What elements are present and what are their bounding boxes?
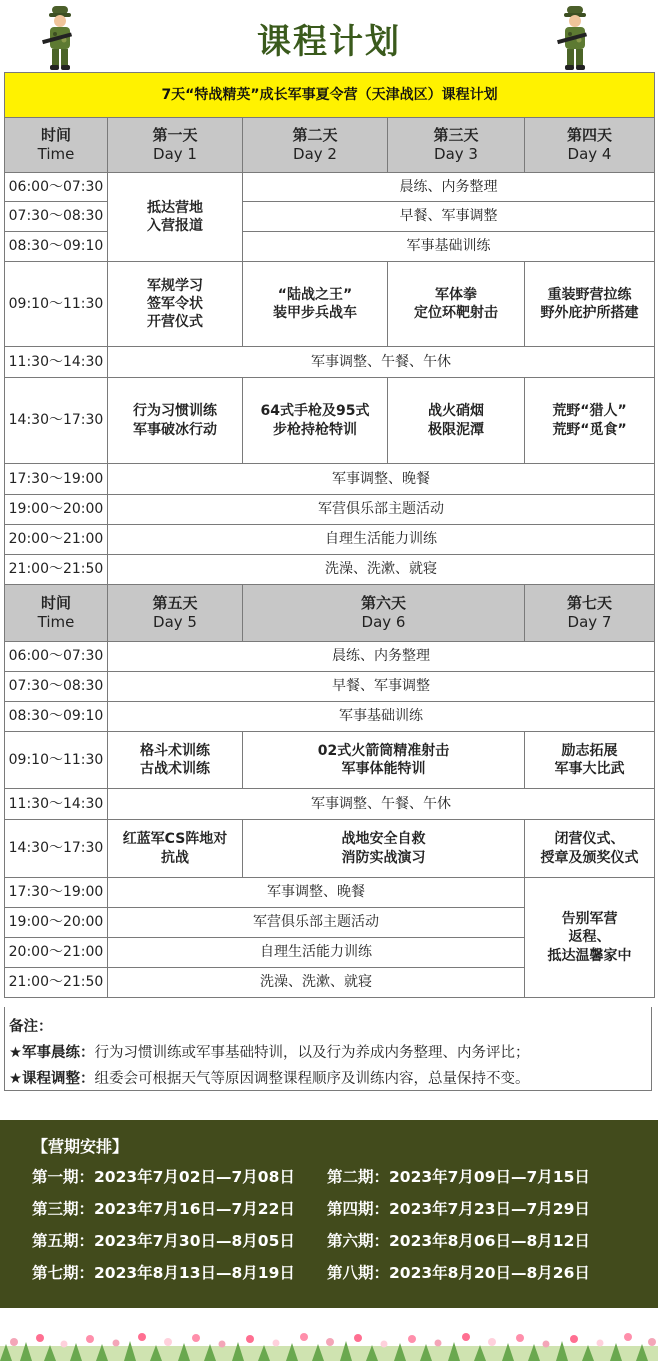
basic-training: 军事基础训练: [108, 702, 655, 732]
table-row: [5, 202, 655, 232]
notes-title: 备注：: [9, 1019, 53, 1035]
day7-morning: 励志拓展 军事大比武: [525, 732, 655, 789]
breakfast: 早餐、军事调整: [243, 202, 655, 232]
soldier-icon: [553, 4, 597, 72]
header-time: 时间 Time: [5, 118, 108, 173]
basic-training: 军事基础训练: [243, 232, 655, 262]
day2-morning: “陆战之王” 装甲步兵战车: [243, 262, 388, 347]
time-slot: 09:10～11:30: [5, 262, 108, 347]
note-item: ★军事晨练：行为习惯训练或军事基础特训，以及行为养成内务整理、内务评比；: [9, 1045, 530, 1061]
time-slot: 06:00～07:30: [5, 642, 108, 672]
life-skill-training: 自理生活能力训练: [108, 525, 655, 555]
bedtime: 洗澡、洗漱、就寝: [108, 555, 655, 585]
day2-afternoon: 64式手枪及95式 步枪持枪特训: [243, 378, 388, 464]
table-row: [5, 378, 655, 464]
table-row: [5, 262, 655, 347]
header-time: 时间 Time: [5, 585, 108, 642]
session-item: 第一期：2023年7月02日—7月08日: [32, 1168, 295, 1186]
day6-morning: 02式火箭筒精准射击 军事体能特训: [243, 732, 525, 789]
table-row: [5, 642, 655, 672]
table-row: [5, 173, 655, 202]
time-slot: 14:30～17:30: [5, 378, 108, 464]
time-slot: 06:00～07:30: [5, 173, 108, 202]
table-row: [5, 495, 655, 525]
lunch: 军事调整、午餐、午休: [108, 347, 655, 378]
morning-drill: 晨练、内务整理: [243, 173, 655, 202]
page-title: 课程计划: [257, 22, 401, 62]
time-slot: 21:00～21:50: [5, 968, 108, 998]
time-slot: 07:30～08:30: [5, 672, 108, 702]
table-row: [5, 820, 655, 878]
session-item: 第五期：2023年7月30日—8月05日: [32, 1232, 295, 1250]
time-slot: 09:10～11:30: [5, 732, 108, 789]
page-header: [0, 0, 658, 72]
header-day3: 第三天 Day 3: [388, 118, 525, 173]
session-item: 第四期：2023年7月23日—7月29日: [327, 1200, 590, 1218]
table-row: [5, 672, 655, 702]
header-day5: 第五天 Day 5: [108, 585, 243, 642]
time-slot: 14:30～17:30: [5, 820, 108, 878]
time-slot: 20:00～21:00: [5, 525, 108, 555]
day4-morning: 重装野营拉练 野外庇护所搭建: [525, 262, 655, 347]
header-day1: 第一天 Day 1: [108, 118, 243, 173]
sessions-title: 【营期安排】: [32, 1137, 129, 1156]
table-row: [5, 702, 655, 732]
session-item: 第七期：2023年8月13日—8月19日: [32, 1264, 295, 1282]
time-slot: 19:00～20:00: [5, 908, 108, 938]
day3-morning: 军体拳 定位环靶射击: [388, 262, 525, 347]
club-activity: 军营俱乐部主题活动: [108, 495, 655, 525]
lunch: 军事调整、午餐、午休: [108, 789, 655, 820]
dinner: 军事调整、晚餐: [108, 878, 525, 908]
day7-farewell: 告别军营 返程、 抵达温馨家中: [525, 878, 655, 998]
table-row: [5, 555, 655, 585]
day4-afternoon: 荒野“猎人” 荒野“觅食”: [525, 378, 655, 464]
time-slot: 11:30～14:30: [5, 789, 108, 820]
day3-afternoon: 战火硝烟 极限泥潭: [388, 378, 525, 464]
header-day2: 第二天 Day 2: [243, 118, 388, 173]
day5-afternoon: 红蓝军CS阵地对 抗战: [108, 820, 243, 878]
time-slot: 07:30～08:30: [5, 202, 108, 232]
table-row: [5, 347, 655, 378]
week2-header-row: [5, 585, 655, 642]
time-slot: 20:00～21:00: [5, 938, 108, 968]
sessions-panel: [0, 1120, 658, 1308]
table-row: [5, 732, 655, 789]
header-day4: 第四天 Day 4: [525, 118, 655, 173]
life-skill-training: 自理生活能力训练: [108, 938, 525, 968]
table-row: [5, 878, 655, 908]
time-slot: 19:00～20:00: [5, 495, 108, 525]
club-activity: 军营俱乐部主题活动: [108, 908, 525, 938]
header-day6: 第六天 Day 6: [243, 585, 525, 642]
day6-afternoon: 战地安全自救 消防实战演习: [243, 820, 525, 878]
day1-morning: 军规学习 签军令状 开营仪式: [108, 262, 243, 347]
session-item: 第八期：2023年8月20日—8月26日: [327, 1264, 590, 1282]
note-item: ★课程调整：组委会可根据天气等原因调整课程顺序及训练内容，总量保持不变。: [9, 1071, 530, 1087]
day5-morning: 格斗术训练 古战术训练: [108, 732, 243, 789]
table-row: [5, 789, 655, 820]
time-slot: 17:30～19:00: [5, 464, 108, 495]
time-slot: 11:30～14:30: [5, 347, 108, 378]
day7-afternoon: 闭营仪式、 授章及颁奖仪式: [525, 820, 655, 878]
day1-afternoon: 行为习惯训练 军事破冰行动: [108, 378, 243, 464]
day1-arrival: 抵达营地 入营报道: [108, 173, 243, 262]
flower-border: [0, 1318, 658, 1361]
time-slot: 17:30～19:00: [5, 878, 108, 908]
schedule-table: [4, 72, 655, 998]
table-row: [5, 232, 655, 262]
time-slot: 08:30～09:10: [5, 702, 108, 732]
schedule-banner: 7天“特战精英”成长军事夏令营（天津战区）课程计划: [5, 73, 655, 118]
time-slot: 08:30～09:10: [5, 232, 108, 262]
table-row: [5, 464, 655, 495]
header-day7: 第七天 Day 7: [525, 585, 655, 642]
time-slot: 21:00～21:50: [5, 555, 108, 585]
week1-header-row: [5, 118, 655, 173]
morning-drill: 晨练、内务整理: [108, 642, 655, 672]
table-row: [5, 525, 655, 555]
breakfast: 早餐、军事调整: [108, 672, 655, 702]
session-item: 第三期：2023年7月16日—7月22日: [32, 1200, 295, 1218]
session-item: 第二期：2023年7月09日—7月15日: [327, 1168, 590, 1186]
notes-section: [4, 1007, 652, 1091]
dinner: 军事调整、晚餐: [108, 464, 655, 495]
bedtime: 洗澡、洗漱、就寝: [108, 968, 525, 998]
session-item: 第六期：2023年8月06日—8月12日: [327, 1232, 590, 1250]
